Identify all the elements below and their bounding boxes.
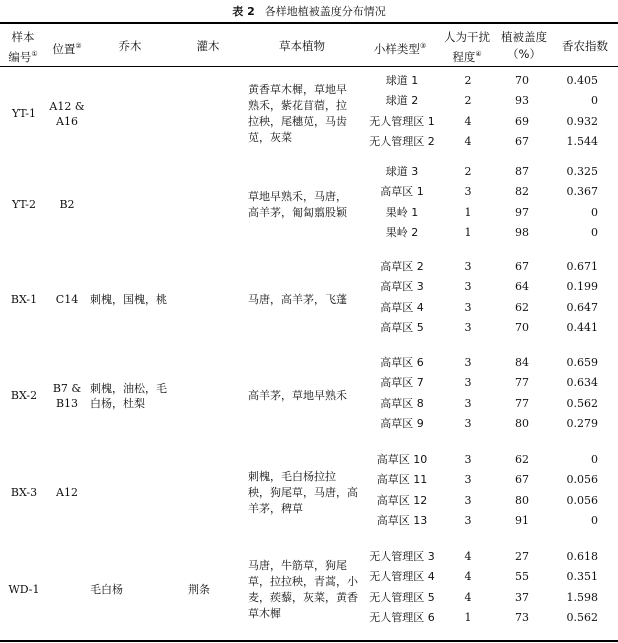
location-cell: A12 & (49, 99, 85, 113)
herb-cell: 草木樨 (248, 606, 281, 620)
disturbance-cell: 3 (464, 260, 472, 273)
plot-type-cell: 高草区 1 (380, 185, 424, 199)
sample-id: BX-3 (10, 486, 38, 500)
shrub-cell: 荆条 (188, 583, 210, 597)
table-title: 各样地植被盖度分布情况 (264, 5, 386, 18)
disturbance-cell: 3 (464, 185, 472, 199)
tree-cell: 毛白杨 (90, 583, 123, 597)
coverage-cell: 84 (515, 356, 529, 369)
disturbance-cell: 2 (464, 94, 472, 108)
herb-cell: 黄香草木樨，草地早 (248, 82, 347, 96)
coverage-cell: 98 (515, 225, 529, 239)
disturbance-cell: 3 (464, 416, 472, 430)
coverage-cell: 55 (515, 570, 529, 584)
location-cell: A16 (56, 114, 78, 128)
coverage-cell: 37 (515, 590, 529, 604)
coverage-cell: 67 (515, 260, 529, 273)
disturbance-cell: 3 (464, 320, 472, 334)
disturbance-cell: 4 (464, 114, 472, 128)
disturbance-cell: 1 (464, 205, 472, 219)
shannon-cell: 0 (591, 225, 598, 239)
plot-type-cell: 无人管理区 6 (369, 610, 435, 624)
disturbance-cell: 1 (464, 610, 472, 624)
shannon-cell: 0.618 (566, 550, 598, 563)
herb-cell: 麦，蒺藜，灰菜，黄香 (248, 590, 358, 604)
coverage-cell: 67 (515, 473, 529, 487)
plot-type-cell: 无人管理区 2 (369, 134, 435, 148)
disturbance-cell: 4 (464, 550, 472, 563)
herb-cell: 秧，狗尾草，马唐，高 (248, 485, 358, 499)
coverage-cell: 73 (515, 610, 529, 624)
coverage-cell: 27 (515, 550, 529, 563)
location-cell: B2 (59, 198, 75, 212)
header-disturbance: 人为干扰 程度④ (444, 30, 490, 64)
coverage-cell: 80 (515, 493, 529, 507)
shannon-cell: 0 (591, 94, 598, 108)
coverage-cell: 62 (515, 453, 529, 466)
shannon-cell: 0.441 (566, 320, 598, 334)
herb-cell: 高羊茅，匍匐翦股颖 (248, 205, 347, 219)
herb-cell: 刺槐，毛白杨拉拉 (248, 469, 336, 483)
plot-type-cell: 高草区 13 (376, 513, 428, 527)
sample-id: BX-2 (10, 389, 38, 403)
plot-type-cell: 无人管理区 1 (369, 114, 435, 128)
header-coverage: 植被盖度 （%） (501, 30, 547, 61)
plot-type-cell: 果岭 2 (385, 225, 419, 239)
disturbance-cell: 3 (464, 473, 472, 487)
coverage-cell: 87 (515, 165, 529, 178)
header-rule (0, 66, 618, 67)
disturbance-cell: 4 (464, 134, 472, 148)
header-location: 位置② (52, 41, 82, 56)
coverage-cell: 77 (515, 396, 529, 410)
herb-cell: 草，拉拉秧，青蒿，小 (248, 574, 358, 588)
shannon-cell: 0 (591, 453, 598, 466)
header-herb: 草本植物 (279, 39, 325, 53)
coverage-cell: 93 (515, 94, 529, 108)
shannon-cell: 0.405 (566, 74, 598, 87)
header-sample-no: 样本 编号① (8, 30, 38, 64)
herb-cell: 苋，灰菜 (248, 130, 292, 144)
coverage-cell: 70 (515, 320, 529, 334)
plot-type-cell: 果岭 1 (385, 205, 419, 219)
disturbance-cell: 2 (464, 165, 472, 178)
plot-type-cell: 无人管理区 5 (369, 590, 435, 604)
herb-cell: 马唐，高羊茅，飞蓬 (248, 292, 347, 306)
sample-id: YT-1 (12, 107, 36, 121)
plot-type-cell: 无人管理区 3 (369, 550, 435, 563)
shannon-cell: 0.367 (566, 185, 598, 199)
coverage-cell: 64 (515, 280, 529, 294)
bottom-rule (0, 640, 618, 642)
plot-type-cell: 高草区 5 (380, 320, 424, 334)
shannon-cell: 1.544 (566, 134, 598, 148)
plot-type-cell: 高草区 8 (380, 396, 424, 410)
plot-type-cell: 球道 3 (385, 165, 419, 178)
sample-id: BX-1 (10, 293, 38, 307)
plot-type-cell: 高草区 6 (380, 356, 424, 369)
herb-cell: 高羊茅，草地早熟禾 (248, 388, 347, 402)
coverage-cell: 67 (515, 134, 529, 148)
shannon-cell: 0.562 (566, 396, 598, 410)
location-cell: A12 (56, 486, 78, 500)
header-tree: 乔木 (118, 39, 142, 53)
shannon-cell: 0.659 (566, 356, 598, 369)
plot-type-cell: 高草区 3 (380, 280, 424, 294)
shannon-cell: 0.279 (566, 416, 598, 430)
sample-id: WD-1 (8, 583, 40, 597)
disturbance-cell: 3 (464, 376, 472, 390)
disturbance-cell: 3 (464, 356, 472, 369)
coverage-cell: 70 (515, 74, 529, 87)
disturbance-cell: 3 (464, 280, 472, 294)
location-cell: C14 (55, 293, 79, 307)
disturbance-cell: 2 (464, 74, 472, 87)
plot-type-cell: 高草区 2 (380, 260, 424, 273)
disturbance-cell: 3 (464, 396, 472, 410)
location-cell: B13 (55, 396, 79, 410)
shannon-cell: 0.199 (566, 280, 598, 294)
top-rule (0, 22, 618, 24)
header-plot-type: 小样类型③ (373, 41, 427, 56)
plot-type-cell: 球道 1 (385, 74, 419, 87)
plot-type-cell: 高草区 9 (380, 416, 424, 430)
table-label: 表 2 (232, 5, 255, 18)
plot-type-cell: 高草区 4 (380, 300, 424, 314)
coverage-cell: 69 (515, 114, 529, 128)
herb-cell: 熟禾，紫花苜蓿，拉 (248, 98, 347, 112)
shannon-cell: 0.671 (566, 260, 598, 273)
plot-type-cell: 高草区 11 (376, 473, 428, 487)
tree-cell: 白杨，杜梨 (90, 396, 145, 410)
disturbance-cell: 1 (464, 225, 472, 239)
plot-type-cell: 球道 2 (385, 94, 419, 108)
location-cell: B7 & (52, 381, 82, 395)
coverage-cell: 77 (515, 376, 529, 390)
shannon-cell: 0.056 (566, 473, 598, 487)
herb-cell: 拉秧，尾穗苋，马齿 (248, 114, 347, 128)
shannon-cell: 0.351 (566, 570, 598, 584)
shannon-cell: 0.634 (566, 376, 598, 390)
shannon-cell: 0 (591, 205, 598, 219)
plot-type-cell: 高草区 10 (376, 453, 428, 466)
tree-cell: 刺槐，国槐，桃 (90, 293, 167, 307)
herb-cell: 草地早熟禾，马唐， (248, 189, 347, 203)
disturbance-cell: 3 (464, 300, 472, 314)
coverage-cell: 91 (515, 513, 529, 527)
shannon-cell: 0.056 (566, 493, 598, 507)
shannon-cell: 0 (591, 513, 598, 527)
table-caption (0, 3, 618, 19)
herb-cell: 羊茅，稗草 (248, 501, 303, 515)
tree-cell: 刺槐，油松，毛 (90, 381, 167, 395)
shannon-cell: 1.598 (566, 590, 598, 604)
disturbance-cell: 3 (464, 493, 472, 507)
coverage-cell: 82 (515, 185, 529, 199)
disturbance-cell: 4 (464, 570, 472, 584)
coverage-cell: 97 (515, 205, 529, 219)
herb-cell: 马唐，牛筋草，狗尾 (248, 558, 347, 572)
header-shrub: 灌木 (196, 39, 220, 53)
disturbance-cell: 3 (464, 453, 472, 466)
plot-type-cell: 高草区 7 (380, 376, 424, 390)
shannon-cell: 0.325 (566, 165, 598, 178)
header-shannon: 香农指数 (562, 39, 608, 53)
sample-id: YT-2 (12, 198, 36, 212)
disturbance-cell: 4 (464, 590, 472, 604)
coverage-cell: 80 (515, 416, 529, 430)
shannon-cell: 0.932 (566, 114, 598, 128)
plot-type-cell: 高草区 12 (376, 493, 428, 507)
shannon-cell: 0.647 (566, 300, 598, 314)
disturbance-cell: 3 (464, 513, 472, 527)
plot-type-cell: 无人管理区 4 (369, 570, 435, 584)
coverage-cell: 62 (515, 300, 529, 314)
shannon-cell: 0.562 (566, 610, 598, 624)
